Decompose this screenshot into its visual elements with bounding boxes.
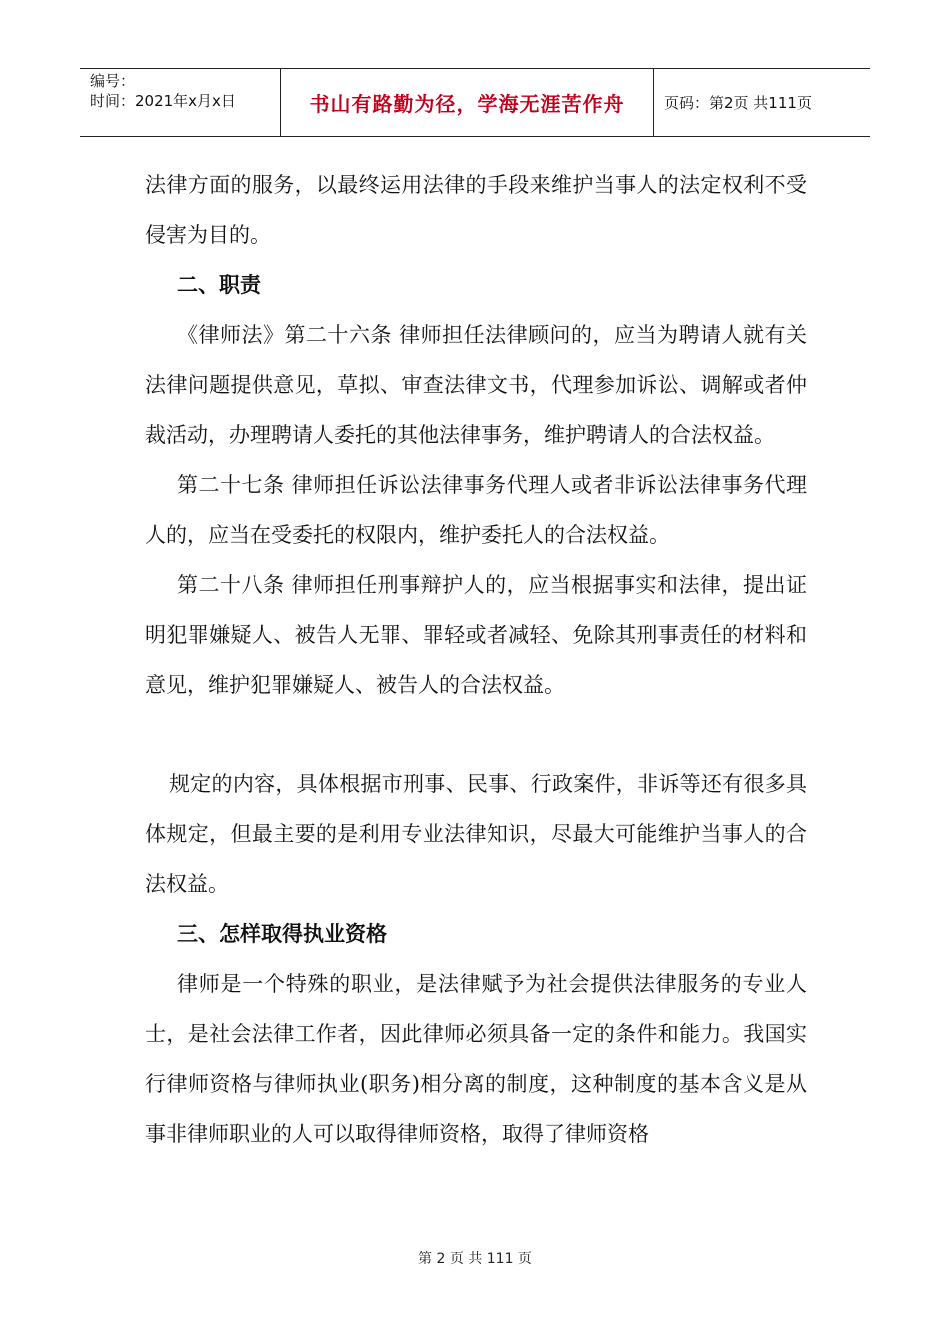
number-label: 编号：	[90, 72, 136, 90]
paragraph: 第二十七条 律师担任诉讼法律事务代理人或者非诉讼法律事务代理人的，应当在受委托的权限内，维护委托人的合法权益。	[145, 473, 807, 547]
header-middle-cell	[281, 69, 654, 136]
header-right-cell	[654, 69, 870, 136]
time-label: 时间：2021年x月x日	[90, 92, 236, 110]
paragraph: 规定的内容，具体根据市刑事、民事、行政案件，非诉等还有很多具体规定，但最主要的是利用专业法律知识，尽最大可能维护当事人的合法权益。	[145, 772, 807, 896]
page-info: 页码：第2页 共111页	[664, 94, 812, 112]
motto: 书山有路勤为径，学海无涯苦作舟	[309, 92, 625, 116]
page-footer: 第 2 页 共 111 页	[418, 1251, 532, 1267]
header-left-cell	[80, 69, 281, 136]
paragraph: 《律师法》第二十六条 律师担任法律顾问的，应当为聘请人就有关法律问题提供意见，草拟、审查法律文书，代理参加诉讼、调解或者仲裁活动，办理聘请人委托的其他法律事务，维护聘请人的合法权益。	[145, 323, 807, 447]
paragraph: 第二十八条 律师担任刑事辩护人的，应当根据事实和法律，提出证明犯罪嫌疑人、被告人无罪、罪轻或者减轻、免除其刑事责任的材料和意见，维护犯罪嫌疑人、被告人的合法权益。	[145, 573, 807, 697]
section-heading: 三、怎样取得执业资格	[177, 921, 387, 946]
paragraph: 法律方面的服务，以最终运用法律的手段来维护当事人的法定权利不受侵害为目的。	[145, 173, 807, 247]
section-heading: 二、职责	[177, 272, 261, 297]
blank-line	[145, 710, 807, 759]
document-body	[145, 160, 807, 1159]
document-header	[80, 68, 870, 137]
paragraph: 律师是一个特殊的职业，是法律赋予为社会提供法律服务的专业人士，是社会法律工作者，因此律师必须具备一定的条件和能力。我国实行律师资格与律师执业(职务)相分离的制度，这种制度的基本含义是从事非律师职业的人可以取得律师资格，取得了律师资格	[145, 972, 807, 1146]
